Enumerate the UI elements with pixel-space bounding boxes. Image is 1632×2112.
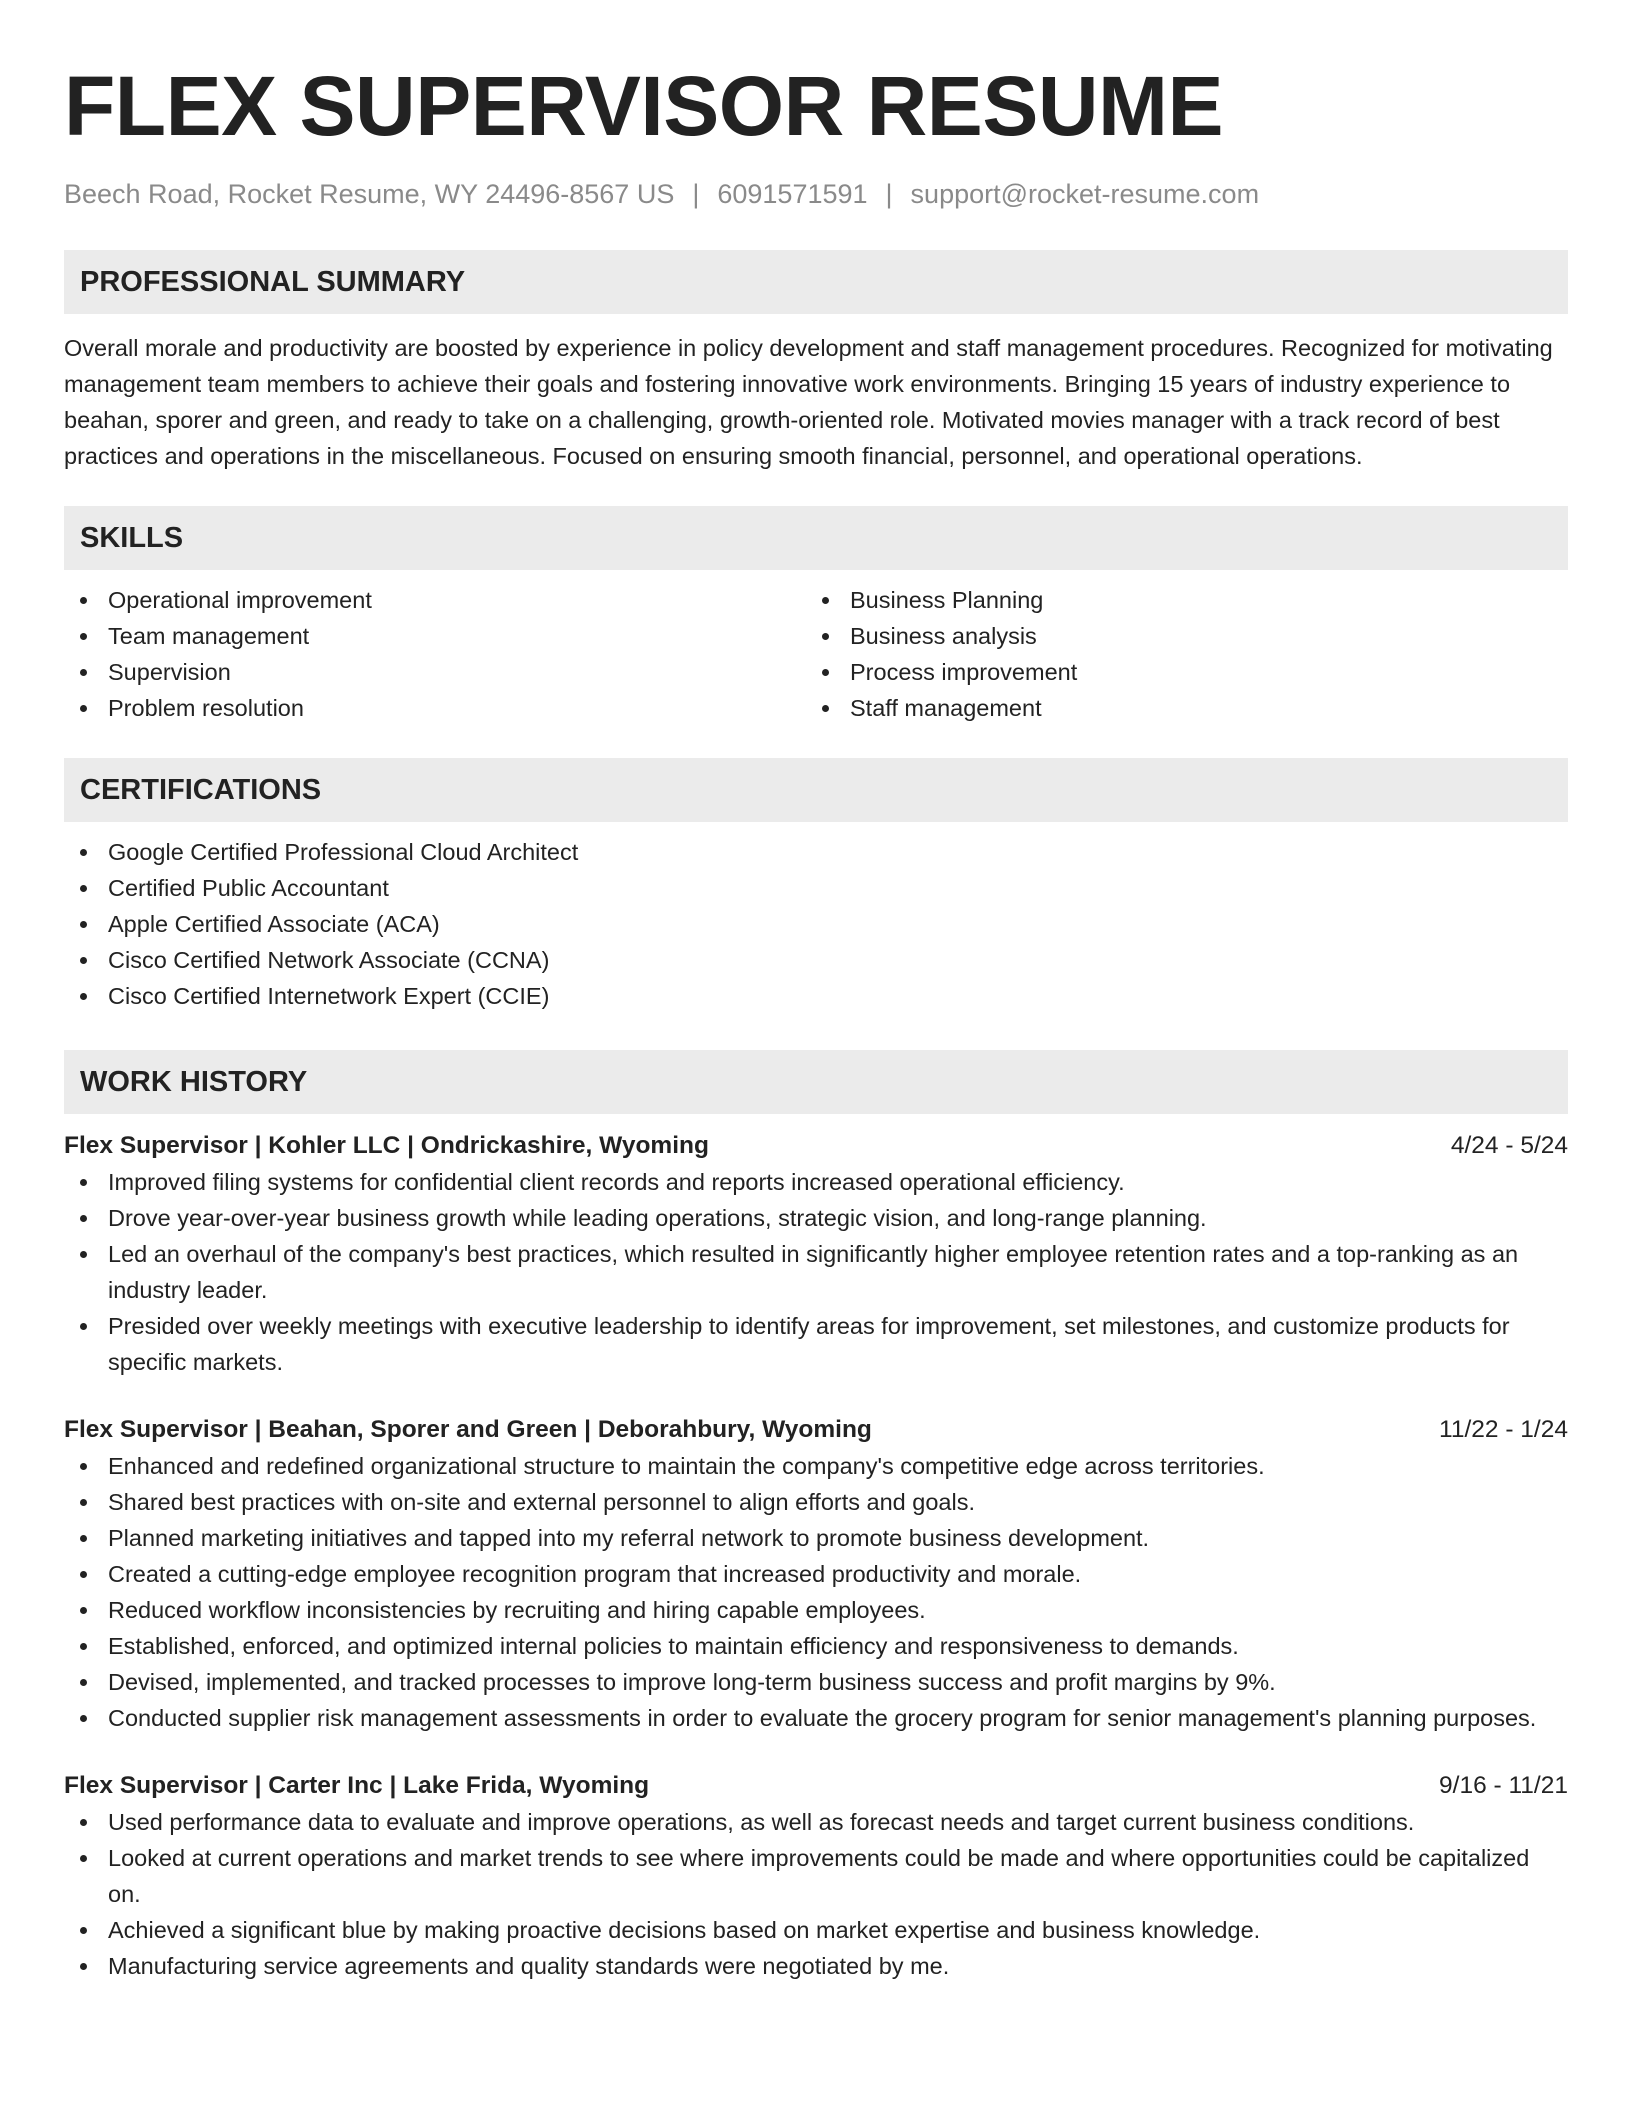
job-bullet: Created a cutting-edge employee recognition program that increased productivity and morale. [64,1556,1568,1592]
certification-item: Google Certified Professional Cloud Architect [64,834,1568,870]
job-bullets [64,1448,1568,1736]
job-bullet: Reduced workflow inconsistencies by recruiting and hiring capable employees. [64,1592,1568,1628]
job-title: Flex Supervisor | Carter Inc | Lake Frida, Wyoming [64,1772,650,1799]
summary-text: Overall morale and productivity are boosted by experience in policy development and staff management procedures. Recognized for motivating management team members to achieve their goals and fostering innovative work environments. Bringing 15 years of industry experience to beahan, sporer and green, and ready to take on a challenging, growth-oriented role. Motivated movies manager with a track record of best practices and operations in the miscellaneous. Focused on ensuring smooth financial, personnel, and operational operations. [64,335,1553,469]
section-header-work-history: WORK HISTORY [64,1050,1568,1114]
skill-item: Operational improvement [64,582,806,618]
contact-line [64,176,1568,212]
skill-item: Process improvement [806,654,1548,690]
job-bullet: Achieved a significant blue by making proactive decisions based on market expertise and business knowledge. [64,1912,1568,1948]
job-bullet: Established, enforced, and optimized internal policies to maintain efficiency and responsiveness to demands. [64,1628,1568,1664]
job-entry [64,1412,1568,1736]
job-title: Flex Supervisor | Beahan, Sporer and Green | Deborahbury, Wyoming [64,1416,872,1443]
job-title: Flex Supervisor | Kohler LLC | Ondrickashire, Wyoming [64,1132,709,1159]
skill-item: Business analysis [806,618,1548,654]
skill-item: Problem resolution [64,690,806,726]
skill-item: Team management [64,618,806,654]
job-bullet: Drove year-over-year business growth while leading operations, strategic vision, and long-range planning. [64,1200,1568,1236]
separator: | [885,179,893,209]
certification-item: Certified Public Accountant [64,870,1568,906]
certification-item: Cisco Certified Network Associate (CCNA) [64,942,1568,978]
job-entry [64,1128,1568,1380]
certification-item: Apple Certified Associate (ACA) [64,906,1568,942]
job-dates: 9/16 - 11/21 [1439,1772,1568,1799]
skill-item: Business Planning [806,582,1548,618]
job-bullet: Manufacturing service agreements and quality standards were negotiated by me. [64,1948,1568,1984]
section-header-certifications: CERTIFICATIONS [64,758,1568,822]
job-bullet: Led an overhaul of the company's best practices, which resulted in significantly higher employee retention rates and a top-ranking as an industry leader. [64,1236,1568,1308]
job-header [64,1412,1568,1448]
address: Beech Road, Rocket Resume, WY 24496-8567 US [64,179,675,209]
job-entry [64,1768,1568,1984]
job-bullet: Conducted supplier risk management assessments in order to evaluate the grocery program for senior management's planning purposes. [64,1700,1568,1736]
resume-page [64,58,1568,1984]
skill-item: Staff management [806,690,1548,726]
job-dates: 4/24 - 5/24 [1450,1132,1568,1159]
section-header-skills: SKILLS [64,506,1568,570]
section-header-summary: PROFESSIONAL SUMMARY [64,250,1568,314]
job-bullet: Looked at current operations and market trends to see where improvements could be made and where opportunities could be capitalized on. [64,1840,1568,1912]
job-bullet: Used performance data to evaluate and improve operations, as well as forecast needs and target current business conditions. [64,1804,1568,1840]
skills-list [64,582,1568,726]
job-bullet: Shared best practices with on-site and external personnel to align efforts and goals. [64,1484,1568,1520]
job-bullets [64,1804,1568,1984]
job-bullet: Devised, implemented, and tracked processes to improve long-term business success and profit margins by 9%. [64,1664,1568,1700]
skills-column-right [806,582,1548,726]
certification-item: Cisco Certified Internetwork Expert (CCIE) [64,978,1568,1014]
separator: | [692,179,700,209]
job-bullet: Presided over weekly meetings with executive leadership to identify areas for improvement, set milestones, and customize products for specific markets. [64,1308,1568,1380]
resume-title: FLEX SUPERVISOR RESUME [64,59,1224,153]
job-header [64,1768,1568,1804]
certifications-list [64,834,1568,1014]
job-header [64,1128,1568,1164]
job-bullet: Enhanced and redefined organizational structure to maintain the company's competitive edge across territories. [64,1448,1568,1484]
email: support@rocket-resume.com [910,179,1260,209]
skills-column-left [64,582,806,726]
job-dates: 11/22 - 1/24 [1439,1416,1568,1443]
job-bullet: Improved filing systems for confidential client records and reports increased operational efficiency. [64,1164,1568,1200]
skill-item: Supervision [64,654,806,690]
phone: 6091571591 [717,179,868,209]
job-bullets [64,1164,1568,1380]
job-bullet: Planned marketing initiatives and tapped into my referral network to promote business development. [64,1520,1568,1556]
